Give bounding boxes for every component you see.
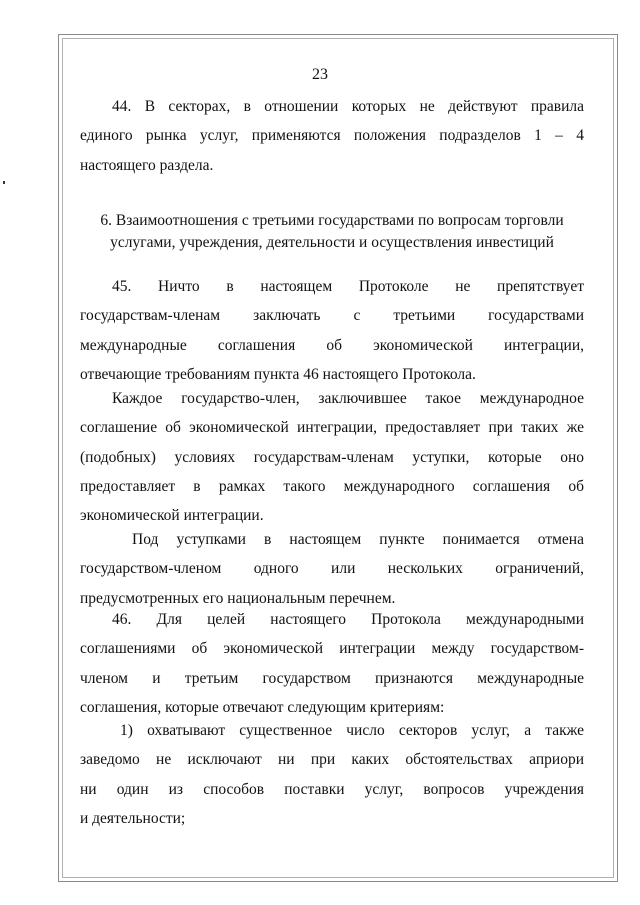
text-line: соглашение об экономической интеграции, предоставляет при таких же [80,419,584,437]
text-line: предоставляет в рамках такого международного соглашения об [80,477,584,495]
text-line: предусмотренных его национальным перечнем. [80,589,396,607]
paragraph-45-b [80,384,584,530]
text-line: экономической интеграции. [80,507,264,525]
text-line: 1) охватывают существенное число секторов услуг, а также [120,722,584,739]
text-line: 44. В секторах, в отношении которых не действуют правила [112,98,584,115]
text-line: соглашения, которые отвечают следующим критериям: [80,698,445,716]
text-line: ни один из способов поставки услуг, вопросов учреждения [80,780,584,798]
paragraph-45-c [80,525,584,613]
text-line: международные соглашения об экономической интеграции, [80,336,584,354]
text-line: настоящего раздела. [80,156,214,174]
text-line: членом и третьим государством признаются международные [80,669,584,687]
text-line: отвечающие требованиям пункта 46 настоящего Протокола. [80,365,476,383]
text-line: соглашениями об экономической интеграции между государством- [80,640,584,658]
text-line: государствам-членам заключать с третьими государствами [80,307,584,325]
text-line: Каждое государство-член, заключившее такое международное [112,390,584,407]
text-line: и деятельности; [80,809,186,827]
text-line: заведомо не исключают ни при каких обстоятельствах априори [80,751,584,769]
text-line: Под уступками в настоящем пункте понимается отмена [132,531,584,548]
text-line: 46. Для целей настоящего Протокола международными [112,611,584,628]
text-line: единого рынка услуг, применяются положения подразделов 1 – 4 [80,127,584,145]
paragraph-45 [80,272,584,389]
margin-mark [3,181,5,184]
text-line: государством-членом одного или нескольких ограничений, [80,560,584,578]
page-number: 23 [312,66,328,83]
heading-line: 6. Взаимоотношения с третьими государствами по вопросам торговли [100,212,564,229]
heading-line: услугами, учреждения, деятельности и осуществления инвестиций [110,234,554,251]
item-1 [80,716,584,833]
section-heading [80,210,584,254]
paragraph-46 [80,605,584,722]
paragraph-44 [80,92,584,180]
text-line: 45. Ничто в настоящем Протоколе не препятствует [112,278,584,295]
text-line: (подобных) условиях государствам-членам уступки, которые оно [80,448,584,466]
